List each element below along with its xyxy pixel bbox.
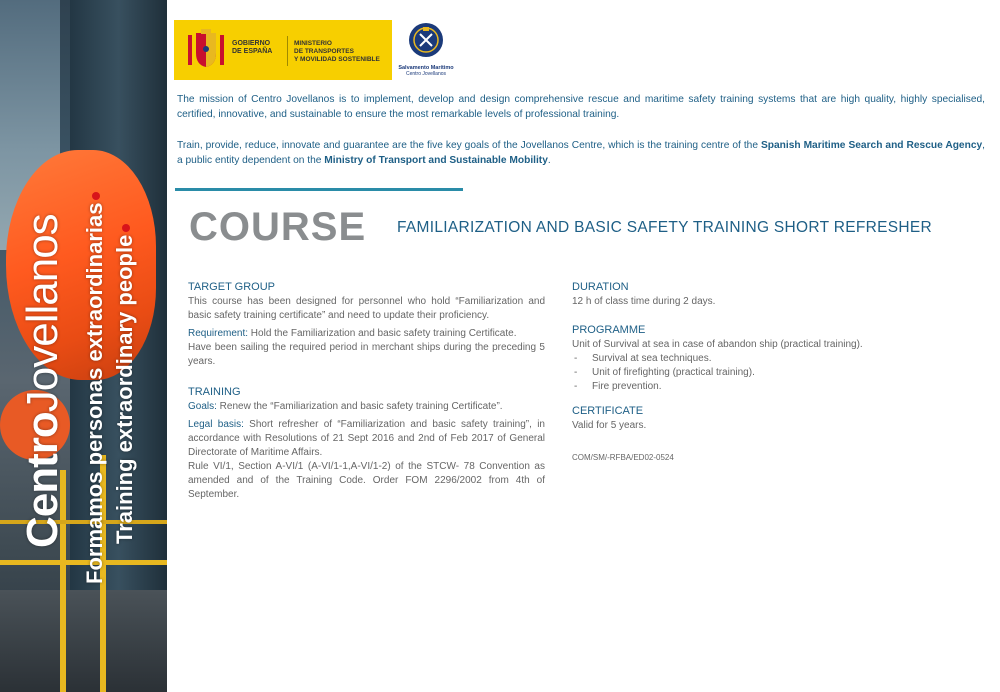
goals-label: Goals: <box>188 401 217 412</box>
legal-basis-label: Legal basis: <box>188 419 244 430</box>
requirement-label: Requirement: <box>188 328 249 339</box>
document-code: COM/SM/-RFBA/ED02-0524 <box>572 453 674 462</box>
training-heading: TRAINING <box>188 386 241 398</box>
ministerio-label: MINISTERIO DE TRANSPORTES Y MOVILIDAD SOSTENIBLE <box>294 40 380 63</box>
certificate-text: Valid for 5 years. <box>572 420 647 431</box>
programme-intro: Unit of Survival at sea in case of abandon ship (practical training). <box>572 339 863 350</box>
agency-name: Spanish Maritime Search and Rescue Agency <box>760 140 983 151</box>
list-item: - Fire prevention. <box>572 380 972 394</box>
programme-heading: PROGRAMME <box>572 324 646 336</box>
certificate-heading: CERTIFICATE <box>572 405 644 417</box>
right-column <box>572 280 972 465</box>
salvamento-emblem-icon <box>408 22 444 58</box>
programme-list <box>572 352 972 394</box>
salvamento-maritimo-logo <box>392 20 460 82</box>
goals-paragraph: Train, provide, reduce, innovate and guarantee are the five key goals of the Jovellanos Centre, which is the training centre of the Spanish Maritime Search and Rescue Agency, a public entity dependent on the Ministry of Transport and Sustainable Mobility. <box>177 140 985 166</box>
legal-basis-text: Legal basis: Short refresher of “Familiarization and basic safety training”, in accordance with Resolutions of 21 Sept 2016 and 2nd of Feb 2017 of General Directorate of Maritime Affairs. Rule VI/1, Section A-VI/1 (A-VI/1-1,A-VI/1-2) of the STCW- 78 Convention as amended and of the Training Code. Order FOM 2296/2002 from 4th of September. <box>188 419 545 500</box>
list-item: - Survival at sea techniques. <box>572 352 972 366</box>
list-item: - Unit of firefighting (practical training). <box>572 366 972 380</box>
mission-paragraph: The mission of Centro Jovellanos is to implement, develop and design comprehensive rescue and maritime safety training systems that are high quality, highly specialised, certified, innovative, and sustainable to ensure the most remarkable levels of professional training. <box>177 94 985 120</box>
goals-text: Goals: Renew the “Familiarization and basic safety training Certificate”. <box>188 401 503 412</box>
target-group-text: This course has been designed for personnel who hold “Familiarization and basic safety training certificate” and need to update their proficiency. <box>188 296 545 321</box>
target-group-heading: TARGET GROUP <box>188 281 275 293</box>
section-divider <box>175 188 463 191</box>
side-photo-banner <box>0 0 167 692</box>
duration-text: 12 h of class time during 2 days. <box>572 296 716 307</box>
requirement-text: Requirement: Hold the Familiarization and basic safety training Certificate. Have been sailing the required period in merchant ships during the preceding 5 years. <box>188 328 545 367</box>
ministry-name: Ministry of Transport and Sustainable Mobility <box>324 154 548 166</box>
coat-of-arms-icon <box>186 29 226 71</box>
course-title: FAMILIARIZATION AND BASIC SAFETY TRAINING SHORT REFRESHER <box>397 219 933 236</box>
red-dot-icon <box>122 224 130 232</box>
left-column <box>188 280 545 506</box>
brand-wordmark: CentroJovellanos <box>18 214 67 548</box>
gobierno-label: GOBIERNO DE ESPAÑA <box>232 40 273 55</box>
sasemar-name: Salvamento Marítimo <box>398 65 454 71</box>
slogan-spanish: Formamos personas extraordinarias <box>82 192 108 584</box>
duration-heading: DURATION <box>572 281 629 293</box>
course-heading: COURSE <box>189 205 367 249</box>
slogan-english: Training extraordinary people <box>112 224 138 544</box>
red-dot-icon <box>92 192 100 200</box>
sasemar-subtitle: Centro Jovellanos <box>405 71 447 77</box>
government-logo <box>174 20 392 80</box>
logo-divider <box>287 36 288 66</box>
